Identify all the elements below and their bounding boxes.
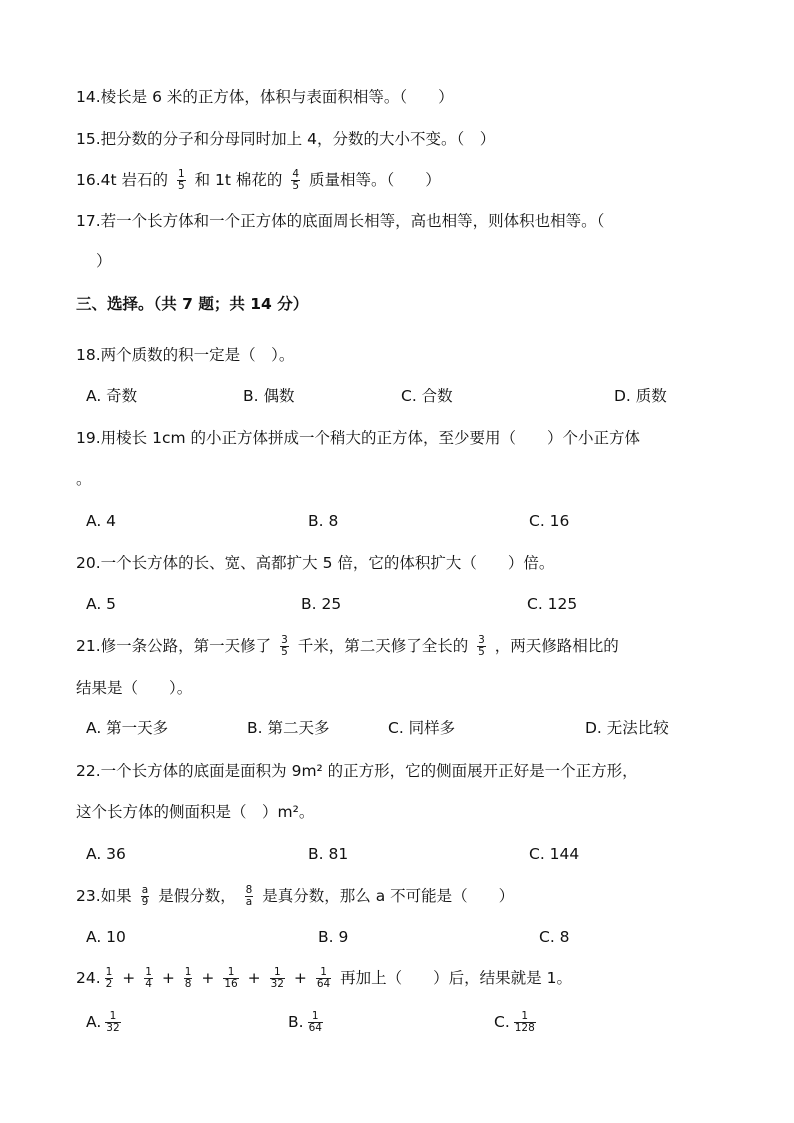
question-24-prefix: 24.	[76, 969, 101, 987]
fraction-denominator: a	[245, 896, 253, 908]
fraction-three-fifths	[280, 635, 289, 658]
question-18-option-b[interactable]: B. 偶数	[243, 387, 295, 405]
question-24-option-b[interactable]	[288, 1011, 327, 1034]
question-19-option-a[interactable]: A. 4	[86, 512, 117, 530]
fraction-numerator: a	[141, 884, 149, 896]
question-17-line1: 17.若一个长方体和一个正方体的底面周长相等，高也相等，则体积也相等。（	[76, 212, 605, 230]
fraction-numerator: 3	[478, 634, 485, 646]
question-18: 18.两个质数的积一定是（ ）。	[76, 346, 295, 364]
fraction-1-8	[184, 967, 193, 990]
question-24-option-c[interactable]	[494, 1011, 540, 1034]
fraction-denominator: 64	[316, 978, 331, 990]
question-20: 20.一个长方体的长、宽、高都扩大 5 倍，它的体积扩大（ ）倍。	[76, 554, 555, 572]
fraction-denominator: 16	[224, 978, 238, 990]
question-20-option-a[interactable]: A. 5	[86, 595, 117, 613]
fraction-1-128	[514, 1011, 536, 1034]
question-23-text-b: 是假分数，	[158, 887, 236, 905]
question-18-option-a[interactable]: A. 奇数	[86, 387, 138, 405]
question-23	[76, 885, 514, 908]
fraction-denominator: 5	[281, 646, 288, 658]
plus-sign: +	[201, 969, 215, 987]
plus-sign: +	[161, 969, 175, 987]
fraction-four-fifths	[291, 169, 300, 192]
fraction-denominator: 32	[106, 1022, 120, 1034]
question-23-text-a: 23.如果	[76, 887, 132, 905]
fraction-denominator: 64	[308, 1022, 322, 1034]
question-24	[76, 967, 572, 990]
plus-sign: +	[247, 969, 261, 987]
section-3-title: 三、选择。（共 7 题；共 14 分）	[76, 295, 309, 313]
fraction-1-32	[270, 967, 285, 990]
question-22-option-c[interactable]: C. 144	[529, 845, 580, 863]
fraction-1-4	[144, 967, 153, 990]
option-label: B.	[288, 1013, 304, 1031]
question-22-line2: 这个长方体的侧面积是（ ）m²。	[76, 803, 315, 821]
question-23-option-b[interactable]: B. 9	[318, 928, 349, 946]
fraction-1-32	[105, 1011, 120, 1034]
question-19-option-b[interactable]: B. 8	[308, 512, 339, 530]
fraction-numerator: 4	[292, 168, 300, 180]
fraction-numerator: 1	[105, 966, 113, 978]
fraction-denominator: 128	[514, 1022, 535, 1034]
question-19-option-c[interactable]: C. 16	[529, 512, 570, 530]
fraction-numerator: 1	[227, 966, 235, 978]
question-22-option-b[interactable]: B. 81	[308, 845, 349, 863]
question-19-line1: 19.用棱长 1cm 的小正方体拼成一个稍大的正方体，至少要用（ ）个小正方体	[76, 429, 640, 447]
question-16-text-c: 质量相等。（ ）	[308, 171, 441, 189]
question-22-option-a[interactable]: A. 36	[86, 845, 126, 863]
question-17-line2: ）	[96, 252, 112, 270]
question-21-option-d[interactable]: D. 无法比较	[585, 719, 669, 737]
question-21-text-b: 千米，第二天修了全长的	[297, 637, 469, 655]
question-15: 15.把分数的分子和分母同时加上 4，分数的大小不变。（ ）	[76, 130, 496, 148]
fraction-denominator: 4	[145, 978, 152, 990]
fraction-denominator: 32	[270, 978, 284, 990]
question-21-text-c: ，两天修路相比的	[494, 637, 619, 655]
fraction-1-16	[223, 967, 238, 990]
question-16	[76, 169, 441, 192]
fraction-numerator: 1	[521, 1010, 529, 1022]
question-22-line1: 22.一个长方体的底面是面积为 9m² 的正方形，它的侧面展开正好是一个正方形，	[76, 762, 638, 780]
fraction-8-over-a	[245, 885, 254, 908]
question-23-option-a[interactable]: A. 10	[86, 928, 126, 946]
option-label: A.	[86, 1013, 102, 1031]
question-21-line2: 结果是（ ）。	[76, 679, 193, 697]
fraction-numerator: 8	[245, 884, 253, 896]
plus-sign: +	[122, 969, 136, 987]
plus-sign: +	[293, 969, 307, 987]
question-19-line2: 。	[76, 470, 92, 488]
fraction-1-2	[105, 967, 114, 990]
fraction-numerator: 1	[184, 966, 192, 978]
fraction-numerator: 3	[281, 634, 288, 646]
question-23-option-c[interactable]: C. 8	[539, 928, 570, 946]
fraction-1-64	[316, 967, 331, 990]
question-24-option-a[interactable]	[86, 1011, 125, 1034]
question-14: 14.棱长是 6 米的正方体，体积与表面积相等。（ ）	[76, 88, 454, 106]
fraction-1-64	[308, 1011, 323, 1034]
question-21-option-c[interactable]: C. 同样多	[388, 719, 456, 737]
fraction-one-fifth	[177, 169, 186, 192]
option-label: C.	[494, 1013, 510, 1031]
fraction-denominator: 5	[292, 180, 300, 192]
fraction-three-fifths	[477, 635, 486, 658]
fraction-numerator: 1	[320, 966, 327, 978]
question-20-option-b[interactable]: B. 25	[301, 595, 342, 613]
fraction-numerator: 1	[145, 966, 152, 978]
question-20-option-c[interactable]: C. 125	[527, 595, 578, 613]
question-21-line1	[76, 635, 619, 658]
question-21-option-b[interactable]: B. 第二天多	[247, 719, 330, 737]
question-18-option-c[interactable]: C. 合数	[401, 387, 453, 405]
fraction-denominator: 8	[184, 978, 192, 990]
fraction-denominator: 9	[141, 896, 149, 908]
question-23-text-c: 是真分数，那么 a 不可能是（ ）	[262, 887, 515, 905]
fraction-numerator: 1	[109, 1010, 117, 1022]
fraction-denominator: 5	[177, 180, 185, 192]
fraction-denominator: 2	[105, 978, 113, 990]
question-16-text-b: 和 1t 棉花的	[194, 171, 283, 189]
question-18-option-d[interactable]: D. 质数	[614, 387, 667, 405]
question-24-suffix: 再加上（ ）后，结果就是 1。	[340, 969, 572, 987]
question-21-option-a[interactable]: A. 第一天多	[86, 719, 169, 737]
fraction-a-over-9	[141, 885, 150, 908]
fraction-denominator: 5	[478, 646, 485, 658]
fraction-numerator: 1	[311, 1010, 319, 1022]
fraction-numerator: 1	[177, 168, 185, 180]
fraction-numerator: 1	[273, 966, 281, 978]
question-21-text-a: 21.修一条公路，第一天修了	[76, 637, 272, 655]
question-16-text-a: 16.4t 岩石的	[76, 171, 169, 189]
